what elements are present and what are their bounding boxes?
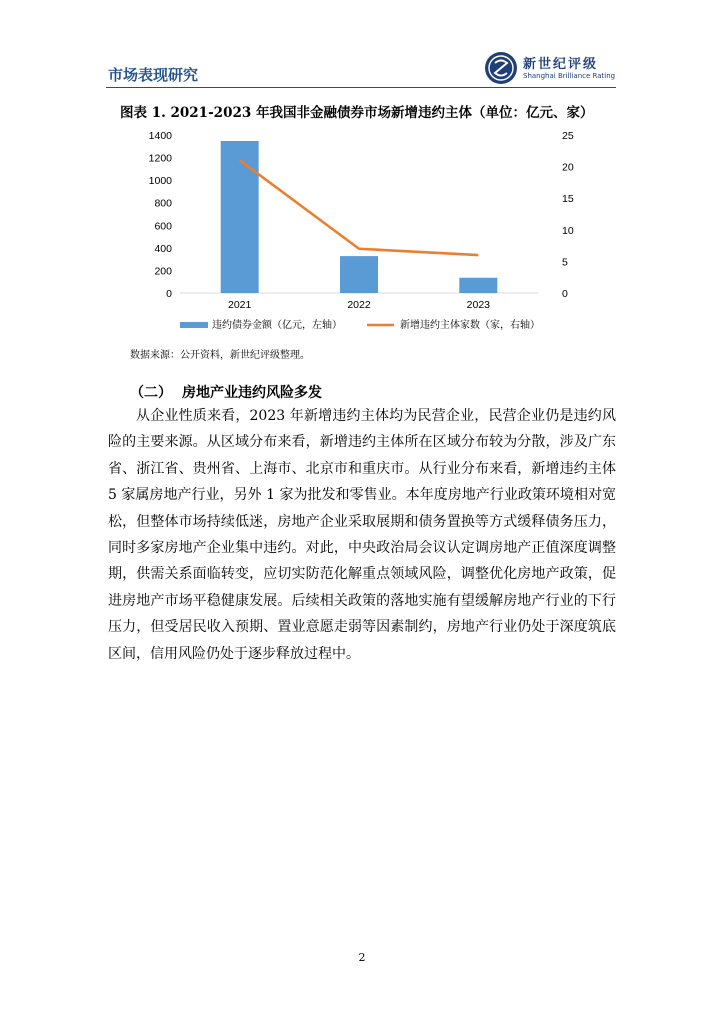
left-tick-label: 1000 [148, 175, 172, 188]
section-title: 房地产业违约风险多发 [182, 385, 322, 401]
left-tick-label: 400 [154, 242, 172, 255]
right-tick-label: 10 [562, 224, 574, 237]
right-tick-label: 15 [562, 193, 574, 206]
logo-name: 新世纪评级 [523, 57, 599, 72]
line-path [240, 160, 479, 255]
left-tick-label: 800 [154, 197, 172, 210]
left-axis-ticks [149, 130, 173, 300]
legend-bar-label: 违约债券金额（亿元，左轴） [212, 320, 342, 331]
logo-subtitle: Shanghai Brilliance Rating [523, 72, 616, 80]
left-tick-label: 1200 [148, 152, 172, 165]
figure-title: 图表 1. 2021-2023 年我国非金融债券市场新增违约主体（单位：亿元、家） [120, 105, 594, 121]
right-tick-label: 20 [562, 161, 574, 174]
chart-legend [180, 318, 540, 331]
line-series [240, 160, 479, 255]
right-tick-label: 5 [562, 256, 568, 269]
section-heading [130, 382, 322, 402]
logo [483, 50, 623, 86]
logo-emblem-icon [483, 50, 519, 86]
right-tick-label: 0 [562, 288, 568, 300]
left-tick-label: 600 [154, 220, 172, 233]
right-tick-label: 25 [562, 130, 574, 142]
bar-2023 [459, 278, 497, 293]
x-tick-label: 2022 [347, 299, 371, 311]
header-divider [106, 87, 616, 88]
section-paragraph: 从企业性质来看，2023 年新增违约主体均为民营企业，民营企业仍是违约风险的主要来源。从区域分布来看，新增违约主体所在区域分布较为分散，涉及广东省、浙江省、贵州省、上海市、北京市和重庆市。从行业分布来看，新增违约主体 5 家属房地产行业，另外 1 家为批发和零售业。本年度房地产行业政策环境相对宽松，但整体市场持续低迷，房地产企业采取展期和债务置换等方式缓释债务压力，同时多家房地产企业集中违约。对此，中央政治局会议认定调房地产正值深度调整期，供需关系面临转变，应切实防范化解重点领域风险，调整优化房地产政策，促进房地产市场平稳健康发展。后续相关政策的落地实施有望缓解房地产行业的下行压力，但受居民收入预期、置业意愿走弱等因素制约，房地产行业仍处于深度筑底区间，信用风险仍处于逐步释放过程中。 [108, 408, 616, 662]
combo-chart [108, 122, 578, 344]
section-number: （二） [130, 385, 172, 401]
left-tick-label: 1400 [148, 130, 172, 142]
x-tick-label: 2023 [466, 299, 491, 311]
bar-2021 [221, 141, 259, 293]
left-tick-label: 0 [166, 288, 172, 300]
page-number: 2 [358, 951, 366, 964]
legend-line-label: 新增违约主体家数（家，右轴） [400, 320, 540, 331]
x-tick-label: 2021 [227, 299, 252, 311]
bar-2022 [340, 256, 378, 293]
x-axis-ticks [228, 299, 490, 311]
bar-series [221, 141, 498, 293]
section-header-title: 市场表现研究 [108, 66, 199, 84]
figure-source: 数据来源：公开资料，新世纪评级整理。 [130, 350, 310, 361]
left-tick-label: 200 [154, 265, 172, 278]
legend-bar-swatch [180, 322, 208, 328]
right-axis-ticks [562, 130, 574, 300]
